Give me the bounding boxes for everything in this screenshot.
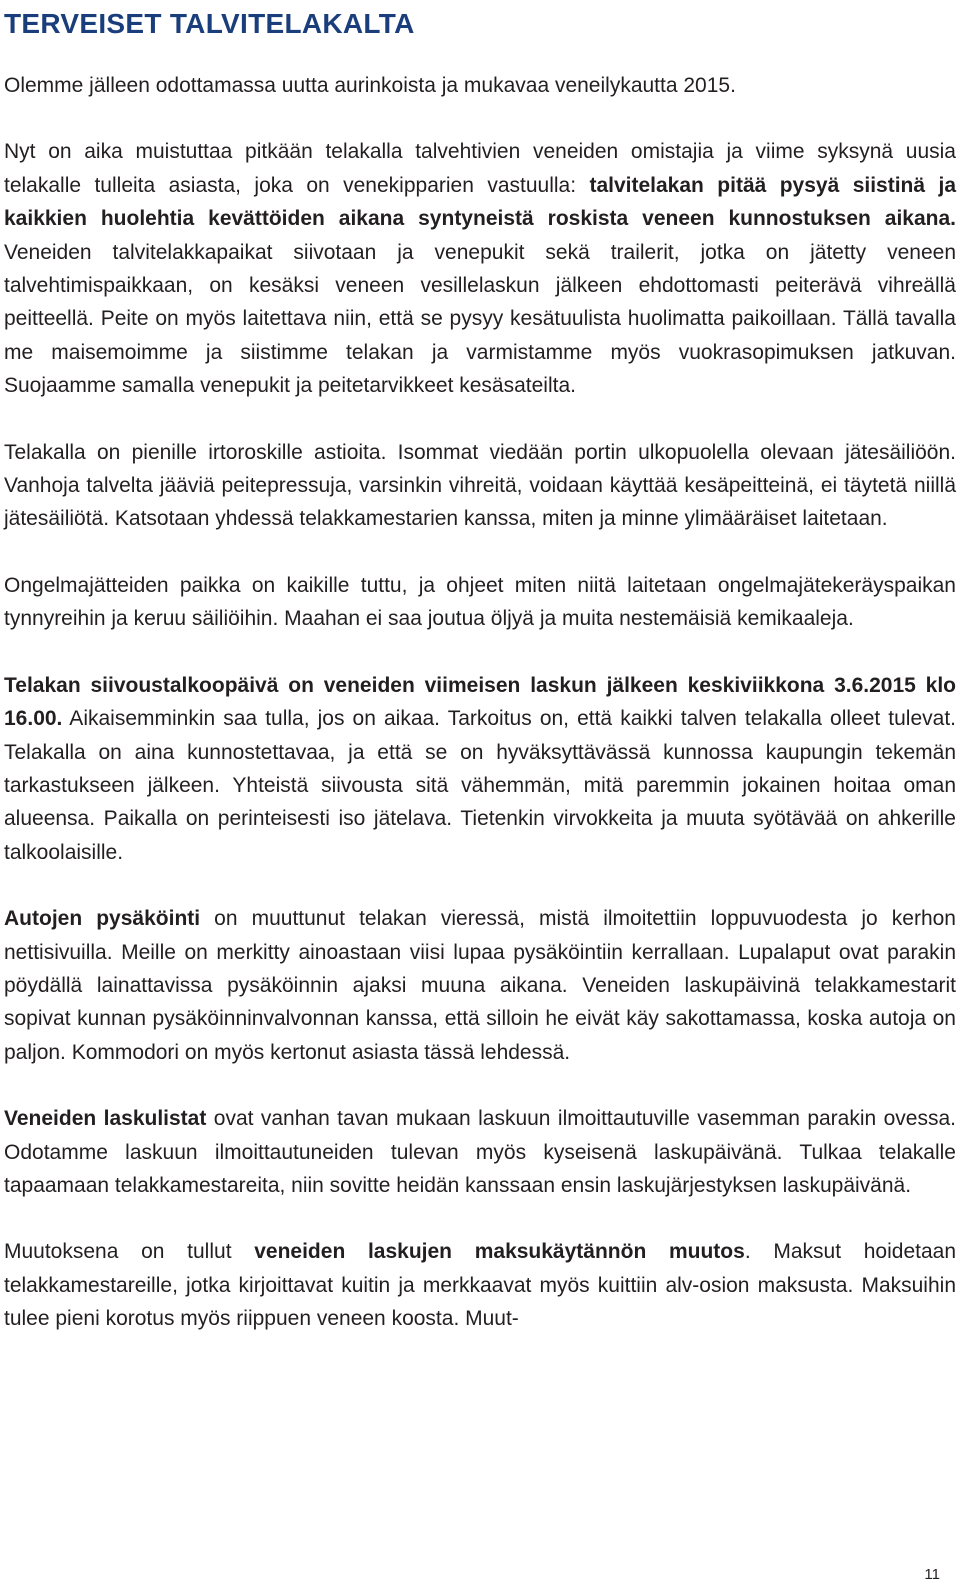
article-title: TERVEISET TALVITELAKALTA	[4, 8, 415, 39]
paragraph-emphasis: veneiden laskujen maksukäytännön muutos	[254, 1240, 745, 1264]
paragraph-text: Veneiden talvitelakkapaikat siivotaan ja venepukit sekä trailerit, jotka on jätetty veneen talvehtimispaikkaan, on kesäksi veneen vesillelaskun jälkeen ehdottomasti peiterävä vihreällä peitteellä. Peite on myös laitettava niin, että se pysyy kesätuulista huolimatta paikoillaan. Tällä tavalla me maisemoimme ja siistimme telakan ja varmistamme myös vuokrasopimuksen jatkuvan. Suojaamme samalla venepukit ja peitetarvikkeet kesäsateilta.	[4, 240, 956, 398]
paragraph-hazardous-waste: Ongelmajätteiden paikka on kaikille tuttu, ja ohjeet miten niitä laitetaan ongelmajätekeräyspaikan tynnyreihin ja keruu säiliöihin. Maahan ei saa joutua öljyä ja muita nestemäisiä kemikaaleja.	[4, 573, 956, 631]
paragraph-emphasis: talvitelakan pitää pysyä siistinä ja kaikkien huolehtia kevättöiden aikana syntyneistä roskista veneen kunnostuksen aikana.	[4, 173, 956, 231]
paragraph-parking	[4, 902, 956, 1069]
paragraph-text: Muutoksena on tullut	[4, 1240, 255, 1264]
paragraph-text: . Maksut hoidetaan telakkamestareille, jotka kirjoittavat kuitin ja merkkaavat myös kuittiin alv-osion maksusta. Maksuihin tulee pieni korotus myös riippuen veneen koosta. Muut-	[4, 1240, 956, 1331]
paragraph-cleanliness	[4, 135, 956, 402]
paragraph-cleanup-day	[4, 669, 956, 869]
paragraph-text: ovat vanhan tavan mukaan laskuun ilmoittautuville vasemman parakin ovessa. Odotamme laskuun ilmoittautuneiden tulevan myös kyseisenä laskupäivänä. Tulkaa telakalle tapaamaan telakkamestareita, niin sovitte heidän kanssaan ensin laskujärjestyksen laskupäivänä.	[4, 1107, 956, 1197]
intro-paragraph: Olemme jälleen odottamassa uutta aurinkoista ja mukavaa veneilykautta 2015.	[4, 74, 736, 97]
article	[4, 0, 956, 1336]
paragraph-text: on muuttunut telakan vieressä, mistä ilmoitettiin loppuvuodesta jo kerhon nettisivuilla. Meille on merkitty ainoastaan viisi lupaa pysäköintiin kerrallaan. Lupalaput ovat parakin pöydällä lainattavissa pysäköinnin ajaksi muuna aikana. Veneiden laskupäivinä telakkamestarit sopivat kunnan pysäköinninvalvonnan kanssa, että silloin he eivät käy sakottamassa, koska autoja on paljon. Kommodori on myös kertonut asiasta tässä lehdessä.	[4, 907, 956, 1064]
paragraph-emphasis: Veneiden laskulistat	[4, 1107, 207, 1131]
paragraph-emphasis: Autojen pysäköinti	[4, 907, 201, 931]
paragraph-emphasis: Telakan siivoustalkoopäivä on veneiden viimeisen laskun jälkeen keskiviikkona 3.6.2015 klo 16.00.	[4, 673, 956, 731]
paragraph-launch-lists	[4, 1102, 956, 1202]
page-number: 11	[924, 1566, 940, 1583]
paragraph-text: Nyt on aika muistuttaa pitkään telakalla talvehtivien veneiden omistajia ja viime syksynä uusia telakalle tulleita asiasta, joka on venekipparien vastuulla:	[4, 140, 956, 197]
paragraph-waste-bins: Telakalla on pienille irtoroskille astioita. Isommat viedään portin ulkopuolella olevaan jätesäiliöön. Vanhoja talvelta jääviä peitepressuja, varsinkin vihreitä, voidaan käyttää kesäpeitteinä, ei täytetä niillä jätesäiliötä. Katsotaan yhdessä telakkamestarien kanssa, miten ja minne ylimääräiset laitetaan.	[4, 440, 956, 531]
paragraph-text: Aikaisemminkin saa tulla, jos on aikaa. Tarkoitus on, että kaikki talven telakalla olleet tulevat. Telakalla on aina kunnostettavaa, ja että se on hyväksyttävässä kunnossa kaupungin tekemän tarkastukseen jälkeen. Yhteistä siivousta sitä vähemmän, mitä paremmin jokainen hoitaa oman alueensa. Paikalla on perinteisesti iso jätelava. Tietenkin virvokkeita ja muuta syötävää on ahkerille talkoolaisille.	[4, 707, 956, 864]
paragraph-payment-change	[4, 1235, 956, 1335]
